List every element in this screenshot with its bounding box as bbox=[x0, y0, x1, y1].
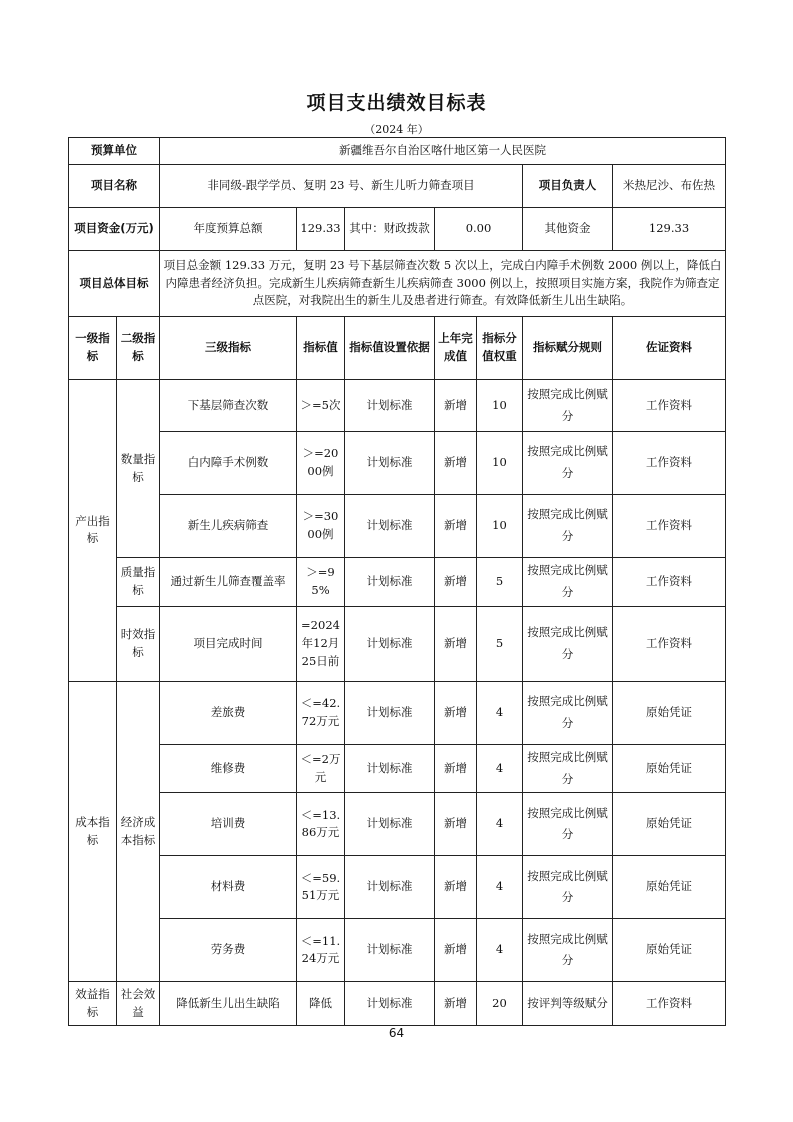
indicator-last-year: 新增 bbox=[435, 606, 477, 681]
indicator-basis: 计划标准 bbox=[345, 982, 435, 1026]
other-value: 129.33 bbox=[613, 208, 726, 251]
indicator-basis: 计划标准 bbox=[345, 681, 435, 744]
indicator-weight: 4 bbox=[477, 919, 523, 982]
indicator-weight: 10 bbox=[477, 380, 523, 432]
indicator-evidence: 原始凭证 bbox=[613, 681, 726, 744]
budget-unit-value: 新疆维吾尔自治区喀什地区第一人民医院 bbox=[160, 138, 726, 165]
indicator-evidence: 原始凭证 bbox=[613, 793, 726, 856]
header-last-year: 上年完成值 bbox=[435, 317, 477, 380]
overall-text: 项目总金额 129.33 万元，复明 23 号下基层筛查次数 5 次以上，完成白内障手术例数 2000 例以上，降低白内障患者经济负担。完成新生儿疾病筛查新生儿疾病筛查 3000 例以上，按照项目实施方案，我院作为筛查定点医院，对我院出生的新生儿及患者进行筛查。有效降低新生儿出生缺陷。 bbox=[160, 251, 726, 317]
indicator-name: 新生儿疾病筛查 bbox=[160, 495, 297, 558]
indicator-weight: 4 bbox=[477, 681, 523, 744]
indicator-weight: 5 bbox=[477, 606, 523, 681]
indicator-last-year: 新增 bbox=[435, 380, 477, 432]
group-quality: 质量指标 bbox=[117, 558, 160, 607]
indicator-weight: 10 bbox=[477, 432, 523, 495]
indicator-rule: 按照完成比例赋分 bbox=[523, 793, 613, 856]
table-row bbox=[69, 856, 726, 919]
table-row bbox=[69, 432, 726, 495]
annual-budget-value: 129.33 bbox=[297, 208, 345, 251]
table-row bbox=[69, 744, 726, 793]
indicator-name: 培训费 bbox=[160, 793, 297, 856]
indicator-last-year: 新增 bbox=[435, 856, 477, 919]
indicator-value: 降低 bbox=[297, 982, 345, 1026]
indicator-name: 下基层筛查次数 bbox=[160, 380, 297, 432]
indicator-name: 材料费 bbox=[160, 856, 297, 919]
annual-budget-label: 年度预算总额 bbox=[160, 208, 297, 251]
header-weight: 指标分值权重 bbox=[477, 317, 523, 380]
indicator-basis: 计划标准 bbox=[345, 856, 435, 919]
indicator-evidence: 工作资料 bbox=[613, 982, 726, 1026]
indicator-weight: 4 bbox=[477, 744, 523, 793]
indicator-rule: 按照完成比例赋分 bbox=[523, 432, 613, 495]
indicator-evidence: 工作资料 bbox=[613, 606, 726, 681]
header-row bbox=[69, 317, 726, 380]
indicator-basis: 计划标准 bbox=[345, 495, 435, 558]
header-basis: 指标值设置依据 bbox=[345, 317, 435, 380]
indicator-last-year: 新增 bbox=[435, 919, 477, 982]
indicator-name: 维修费 bbox=[160, 744, 297, 793]
group-quantity: 数量指标 bbox=[117, 380, 160, 558]
table-row bbox=[69, 558, 726, 607]
indicator-last-year: 新增 bbox=[435, 558, 477, 607]
indicator-weight: 10 bbox=[477, 495, 523, 558]
year-label: （2024 年） bbox=[364, 123, 429, 136]
budget-unit-row bbox=[69, 138, 726, 165]
indicator-basis: 计划标准 bbox=[345, 919, 435, 982]
indicator-value: ＜=13.86万元 bbox=[297, 793, 345, 856]
indicator-rule: 按照完成比例赋分 bbox=[523, 744, 613, 793]
group-benefit: 效益指标 bbox=[69, 982, 117, 1026]
indicator-value: ＜=11.24万元 bbox=[297, 919, 345, 982]
indicator-last-year: 新增 bbox=[435, 744, 477, 793]
indicator-rule: 按照完成比例赋分 bbox=[523, 558, 613, 607]
table-row bbox=[69, 495, 726, 558]
header-level1: 一级指标 bbox=[69, 317, 117, 380]
indicator-value: ＜=2万元 bbox=[297, 744, 345, 793]
indicator-basis: 计划标准 bbox=[345, 744, 435, 793]
indicator-rule: 按照完成比例赋分 bbox=[523, 606, 613, 681]
overall-row bbox=[69, 251, 726, 317]
indicator-value: =2024年12月25日前 bbox=[297, 606, 345, 681]
table-row bbox=[69, 793, 726, 856]
indicator-rule: 按照完成比例赋分 bbox=[523, 380, 613, 432]
indicator-weight: 5 bbox=[477, 558, 523, 607]
indicator-rule: 按照完成比例赋分 bbox=[523, 919, 613, 982]
fiscal-label: 其中：财政拨款 bbox=[345, 208, 435, 251]
indicator-value: ＜=42.72万元 bbox=[297, 681, 345, 744]
indicator-basis: 计划标准 bbox=[345, 793, 435, 856]
indicator-name: 劳务费 bbox=[160, 919, 297, 982]
project-name-row bbox=[69, 165, 726, 208]
indicator-rule: 按照完成比例赋分 bbox=[523, 495, 613, 558]
indicator-basis: 计划标准 bbox=[345, 606, 435, 681]
indicator-evidence: 工作资料 bbox=[613, 380, 726, 432]
page-number: 64 bbox=[388, 1026, 405, 1040]
indicator-value: ＞=95% bbox=[297, 558, 345, 607]
indicator-last-year: 新增 bbox=[435, 432, 477, 495]
responsible-label: 项目负责人 bbox=[523, 165, 613, 208]
header-value: 指标值 bbox=[297, 317, 345, 380]
indicator-last-year: 新增 bbox=[435, 681, 477, 744]
fiscal-value: 0.00 bbox=[435, 208, 523, 251]
indicator-last-year: 新增 bbox=[435, 982, 477, 1026]
indicator-rule: 按评判等级赋分 bbox=[523, 982, 613, 1026]
indicator-evidence: 原始凭证 bbox=[613, 856, 726, 919]
indicator-body bbox=[69, 380, 726, 1026]
indicator-evidence: 工作资料 bbox=[613, 432, 726, 495]
indicator-name: 降低新生儿出生缺陷 bbox=[160, 982, 297, 1026]
indicator-rule: 按照完成比例赋分 bbox=[523, 856, 613, 919]
table-row bbox=[69, 380, 726, 432]
table-row bbox=[69, 606, 726, 681]
indicator-basis: 计划标准 bbox=[345, 558, 435, 607]
table-row bbox=[69, 919, 726, 982]
indicator-name: 白内障手术例数 bbox=[160, 432, 297, 495]
group-output: 产出指标 bbox=[69, 380, 117, 682]
indicator-rule: 按照完成比例赋分 bbox=[523, 681, 613, 744]
indicator-evidence: 工作资料 bbox=[613, 558, 726, 607]
funds-row bbox=[69, 208, 726, 251]
header-level3: 三级指标 bbox=[160, 317, 297, 380]
indicator-name: 项目完成时间 bbox=[160, 606, 297, 681]
indicator-evidence: 工作资料 bbox=[613, 495, 726, 558]
page-title: 项目支出绩效目标表 bbox=[306, 92, 487, 114]
indicator-evidence: 原始凭证 bbox=[613, 919, 726, 982]
indicator-last-year: 新增 bbox=[435, 793, 477, 856]
indicator-last-year: 新增 bbox=[435, 495, 477, 558]
indicator-value: ＞=2000例 bbox=[297, 432, 345, 495]
indicator-value: ＜=59.51万元 bbox=[297, 856, 345, 919]
indicator-value: ＞=5次 bbox=[297, 380, 345, 432]
group-economic-cost: 经济成本指标 bbox=[117, 681, 160, 982]
indicator-weight: 4 bbox=[477, 793, 523, 856]
indicator-value: ＞=3000例 bbox=[297, 495, 345, 558]
header-rule: 指标赋分规则 bbox=[523, 317, 613, 380]
indicator-basis: 计划标准 bbox=[345, 432, 435, 495]
project-name-value: 非同级-跟学学员、复明 23 号、新生儿听力筛查项目 bbox=[160, 165, 523, 208]
indicator-name: 通过新生儿筛查覆盖率 bbox=[160, 558, 297, 607]
indicator-basis: 计划标准 bbox=[345, 380, 435, 432]
indicator-table bbox=[68, 137, 726, 1026]
funds-label: 项目资金(万元) bbox=[69, 208, 160, 251]
header-level2: 二级指标 bbox=[117, 317, 160, 380]
indicator-evidence: 原始凭证 bbox=[613, 744, 726, 793]
indicator-weight: 4 bbox=[477, 856, 523, 919]
table-row bbox=[69, 681, 726, 744]
responsible-value: 米热尼沙、布佐热 bbox=[613, 165, 726, 208]
group-timeliness: 时效指标 bbox=[117, 606, 160, 681]
group-cost: 成本指标 bbox=[69, 681, 117, 982]
project-name-label: 项目名称 bbox=[69, 165, 160, 208]
budget-unit-label: 预算单位 bbox=[69, 138, 160, 165]
other-label: 其他资金 bbox=[523, 208, 613, 251]
group-social-benefit: 社会效益 bbox=[117, 982, 160, 1026]
overall-label: 项目总体目标 bbox=[69, 251, 160, 317]
table-row bbox=[69, 982, 726, 1026]
indicator-name: 差旅费 bbox=[160, 681, 297, 744]
header-evidence: 佐证资料 bbox=[613, 317, 726, 380]
indicator-weight: 20 bbox=[477, 982, 523, 1026]
